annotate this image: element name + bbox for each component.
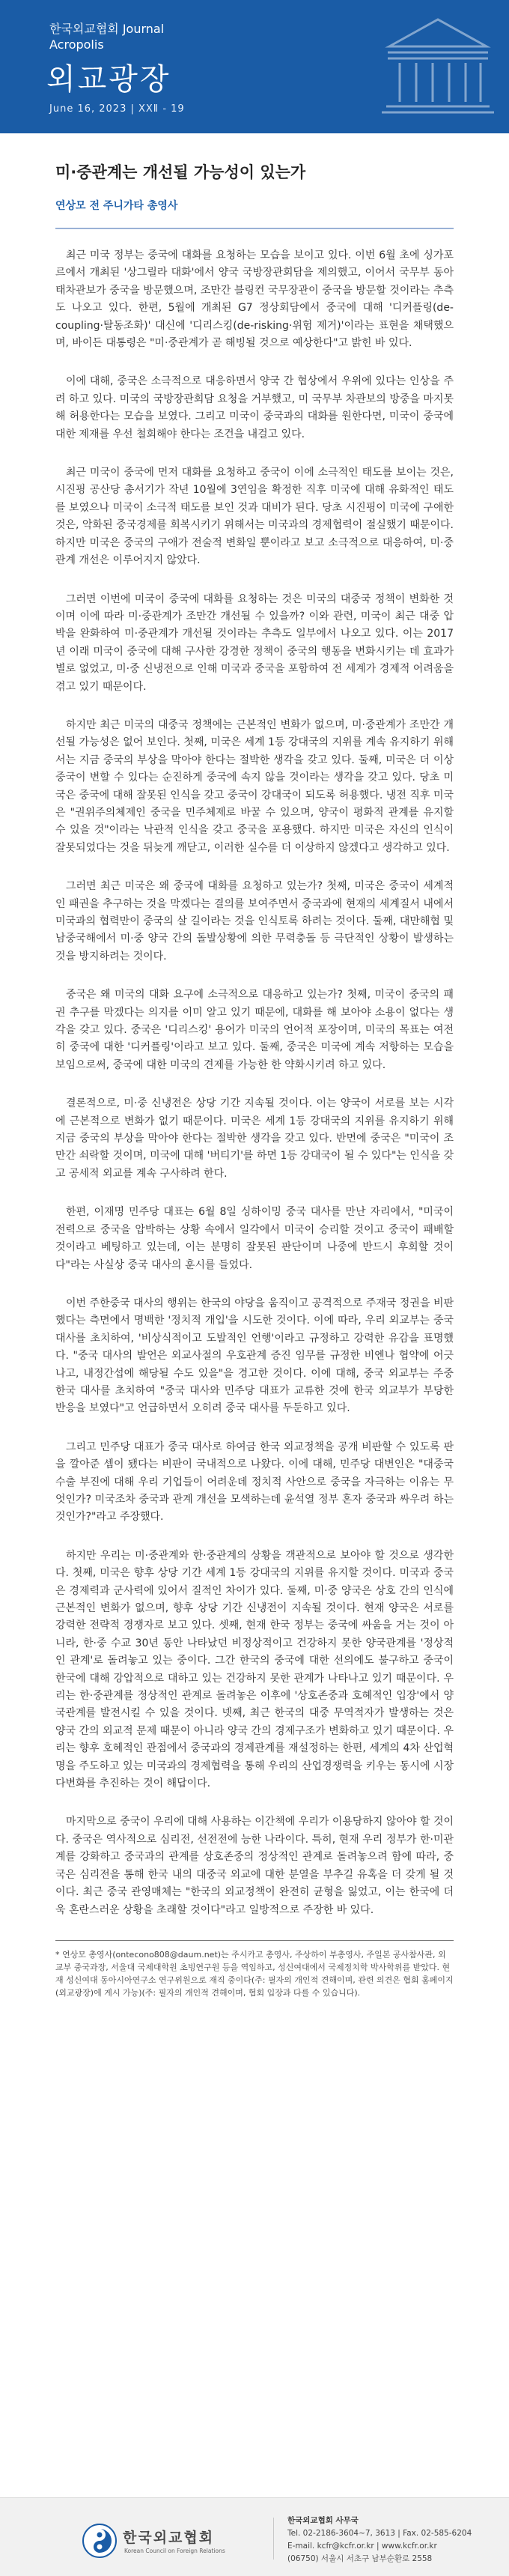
footer-org-name-en: Korean Council on Foreign Relations [124,2548,225,2554]
body-paragraph: 이에 대해, 중국은 소극적으로 대응하면서 양국 간 협상에서 우위에 있다는 인상을 주려 하고 있다. 미국의 국방장관회담 요청을 거부했고, 미 국무부 차관보의 방중을 마지못해 허용한다는 모습을 보였다. 그리고 미국이 중국과의 대화를 원한다면, 미국이 중국에 대한 제재를 우선 철회해야 한다는 조건을 내걸고 있다. [55,375,454,440]
footer-org-name: 한국외교협회 [123,2530,215,2546]
body-paragraph: 최근 미국 정부는 중국에 대화를 요청하는 모습을 보이고 있다. 이번 6월 초에 싱가포르에서 개최된 '상그릴라 대화'에서 양국 국방장관회담을 제의했고, 이어서 국무부 동아태차관보가 중국을 방문했으며, 조만간 블링컨 국무장관이 중국을 방문할 것이라는 추측도 나오고 있다. 한편, 5월에 개최된 G7 정상회담에서 중국에 대해 '디커플링(de-coupling·탈동조화)' 대신에 '디리스킹(de-risking·위험 제거)'이라는 표현을 채택했으며, 바이든 대통령은 "미·중관계가 곧 해빙될 것으로 예상한다"고 밝힌 바 있다. [55,249,454,350]
body-paragraph: 최근 미국이 중국에 먼저 대화를 요청하고 중국이 이에 소극적인 태도를 보이는 것은, 시진핑 공산당 총서기가 작년 10월에 3연임을 확정한 직후 미국에 대해 유화적인 태도를 보였으나 미국이 소극적 태도를 보인 것과 대비가 된다. 당초 시진핑이 미국에 구애한 것은, 악화된 중국경제를 회복시키기 위해서는 미국과의 경제협력이 절실했기 때문이다. 하지만 미국은 중국의 구애가 전술적 변화일 뿐이라고 보고 소극적으로 대응하여, 미·중관계 개선은 이루어지지 않았다. [55,467,454,567]
title-divider [55,228,454,229]
footer-divider [273,2518,274,2560]
article-author: 연상모 전 주니가타 총영사 [55,200,178,212]
issue-date: June 16, 2023 | XXⅡ - 19 [49,103,185,115]
body-paragraph: 그러면 이번에 미국이 중국에 대화를 요청하는 것은 미국의 대중국 정책이 변화한 것이며 이에 따라 미·중관계가 조만간 개선될 수 있을까? 이와 관련, 미국이 최근 대중 압박을 완화하여 미·중관계가 개선될 것이라는 추측도 일부에서 나오고 있다. 이는 2017년 이래 미국이 중국에 대해 구사한 강경한 정책이 중국의 행동을 변화시키는 데 효과가 별로 없었고, 미·중 신냉전으로 인해 미국과 중국을 포함하여 전 세계가 경제적 어려움을 겪고 있기 때문이다. [55,593,454,693]
kcfr-emblem-icon [81,2522,118,2560]
footnote-divider [55,1940,454,1941]
body-paragraph: 결론적으로, 미·중 신냉전은 상당 기간 지속될 것이다. 이는 양국이 서로를 보는 시각에 근본적으로 변화가 없기 때문이다. 미국은 세계 1등 강대국의 지위를 유지하기 위해 지금 중국의 부상을 막아야 한다는 절박한 생각을 갖고 있다. 반면에 중국은 "미국이 조만간 쇠락할 것이며, 미국에 대해 '버티기'를 하면 1등 강대국이 될 수 있다"는 인식을 갖고 공세적 외교를 계속 구사하려 한다. [55,1097,454,1180]
footer-email-web: E-mail. kcfr@kcfr.or.kr | www.kcfr.or.kr [287,2542,437,2551]
body-paragraph: 그리고 민주당 대표가 중국 대사로 하여금 한국 외교정책을 공개 비판할 수 있도록 판을 깔아준 셈이 됐다는 비판이 국내적으로 나왔다. 이에 대해, 민주당 대변인은 "대중국 수출 부진에 대해 우리 기업들이 어려운데 정치적 사안으로 중국을 자극하는 이유는 무엇인가? 미국조차 중국과 관계 개선을 모색하는데 윤석열 정부 혼자 중국과 싸우려 하는 것인가?"라고 주장했다. [55,1440,454,1524]
article [0,133,509,1999]
article-title: 미·중관계는 개선될 가능성이 있는가 [55,163,306,181]
journal-name: Acropolis [49,37,104,52]
footer-office: 한국외교협회 사무국 [287,2516,359,2525]
journal-header [0,0,509,133]
masthead-title: 외교광장 [46,62,171,97]
author-footnote: * 연상모 총영사(ontecono808@daum.net)는 주시카고 총영사, 주상하이 부총영사, 주일본 공사참사관, 외교부 중국과장, 서울대 국제대학원 초빙연구원 등을 역임하고, 성신여대에서 국제정치학 박사학위를 받았다. 현재 성신여대 동아시아연구소 연구위원으로 재직 중이다(주: 필자의 개인적 견해이며, 관련 의견은 협회 홈페이지(외교광장)에 게시 가능)(주: 필자의 개인적 견해이며, 협회 입장과 다를 수 있습니다). [55,1949,454,1998]
footer-contact [287,2515,472,2566]
body-paragraph: 그러면 최근 미국은 왜 중국에 대화를 요청하고 있는가? 첫째, 미국은 중국이 세계적인 패권을 추구하는 것을 막겠다는 결의를 보여주면서 중국과에 현재의 세계질서 내에서 미국과의 협력만이 중국의 살 길이라는 것을 인식토록 하려는 것이다. 둘째, 대만해협 및 남중국해에서 미·중 양국 간의 돌발상황에 의한 무력충돌 등 극단적인 상황이 발생하는 것을 방지하려는 것이다. [55,880,454,963]
body-paragraph: 하지만 우리는 미·중관계와 한·중관계의 상황을 객관적으로 보아야 할 것으로 생각한다. 첫째, 미국은 향후 상당 기간 세계 1등 강대국의 지위를 유지할 것이다. 미국과 중국은 경제력과 군사력에 있어서 질적인 차이가 있다. 둘째, 미·중 양국은 상호 간의 인식에 근본적인 변화가 없으며, 향후 상당 기간 신냉전이 지속될 것이다. 현재 양국은 서로를 강력한 전략적 경쟁자로 보고 있다. 셋째, 현재 한국 정부는 중국에 싸움을 거는 것이 아니라, 한·중 수교 30년 동안 나타났던 비정상적이고 건강하지 못한 양국관계를 '정상적인 관계'로 돌려놓고 있는 중이다. 그간 한국의 중국에 대한 선의에도 불구하고 중국이 한국에 대해 강압적으로 대하고 있는 건강하지 못한 관계가 나타나고 있기 때문이다. 우리는 한·중관계를 정상적인 관계로 돌려놓은 이후에 '상호존중과 호혜적인 입장'에서 양국관계를 발전시킬 수 있을 것이다. 넷째, 최근 한국의 대중 무역적자가 발생하는 것은 양국 간의 외교적 문제 때문이 아니라 양국 간의 경제구조가 변화하고 있기 때문이다. 우리는 향후 호혜적인 관점에서 중국과의 경제관계를 재설정하는 한편, 세계의 4차 산업혁명을 주도하고 있는 미국과의 경제협력을 통해 우리의 산업경쟁력을 키우는 동시에 시장 다변화를 추진하는 것이 해답이다. [55,1549,454,1790]
body-paragraph: 이번 주한중국 대사의 행위는 한국의 야당을 움직이고 공격적으로 주재국 정권을 비판했다는 측면에서 명백한 '정치적 개입'을 시도한 것이다. 이에 따라, 우리 외교부는 중국 대사를 초치하여, '비상식적이고 도발적인 언행'이라고 규정하고 강력한 유감을 표명했다. "중국 대사의 발언은 외교사절의 우호관계 증진 임무를 규정한 비엔나 협약에 어긋나고, 내정간섭에 해당될 수도 있을"을 경고한 것이다. 이에 대해, 중국 외교부는 주중 한국 대사를 초치하여 "중국 대사와 민주당 대표가 교류한 것에 한국 외교부가 부당한 반응을 보였다"고 언급하면서 오히려 중국 대사를 두둔하고 있다. [55,1297,454,1415]
body-paragraph: 한편, 이재명 민주당 대표는 6월 8일 싱하이밍 중국 대사를 만난 자리에서, "미국이 전력으로 중국을 압박하는 상황 속에서 일각에서 미국이 승리할 것이고 중국이 패배할 것이라고 베팅하고 있는데, 이는 분명히 잘못된 판단이며 나중에 반드시 후회할 것이다"라는 사실상 중국 대사의 훈시를 들었다. [55,1206,454,1271]
footer-address: (06750) 서울시 서초구 남부순환로 2558 [287,2554,433,2563]
body-paragraph: 하지만 최근 미국의 대중국 정책에는 근본적인 변화가 없으며, 미·중관계가 조만간 개선될 가능성은 없어 보인다. 첫째, 미국은 세계 1등 강대국의 지위를 계속 유지하기 위해서는 지금 중국의 부상을 막아야 한다는 절박한 생각을 갖고 있다. 둘째, 미국은 더 이상 중국이 변할 수 있다는 순진하게 중국에 속지 않을 것이라는 생각을 갖고 있다. 당초 미국은 중국에 대해 잘못된 인식을 갖고 중국이 강대국이 되도록 허용했다. 냉전 직후 미국은 "권위주의체제인 중국을 민주체제로 바꿀 수 있으며, 양국이 평화적 관계를 유지할 수 있을 것"이라는 낙관적 인식을 갖고 중국을 포용했다. 하지만 미국은 자신의 인식이 잘못되었다는 것을 뒤늦게 깨닫고, 이러한 실수를 더 이상하지 않겠다고 생각하고 있다. [55,718,454,854]
article-body [55,247,454,1919]
footer-phone-fax: Tel. 02-2186-3604~7, 3613 | Fax. 02-585-6204 [287,2529,472,2538]
page-footer [0,2497,509,2576]
journal-publisher [49,21,164,52]
acropolis-temple-icon [382,9,494,121]
publisher-label: 한국외교협회 Journal [49,22,165,36]
body-paragraph: 중국은 왜 미국의 대화 요구에 소극적으로 대응하고 있는가? 첫째, 미국이 중국의 패권 추구를 막겠다는 의지를 이미 알고 있기 때문에, 대화를 해 보아야 소용이 없다는 생각을 갖고 있다. 중국은 '디리스킹' 용어가 미국의 언어적 포장이며, 미국의 목표는 여전히 중국에 대한 '디커플링'이라고 보고 있다. 둘째, 중국은 미국에 계속 저항하는 모습을 보임으로써, 중국에 대한 미국의 견제를 가능한 한 약화시키려 하고 있다. [55,989,454,1071]
body-paragraph: 마지막으로 중국이 우리에 대해 사용하는 이간책에 우리가 이용당하지 않아야 할 것이다. 중국은 역사적으로 심리전, 선전전에 능한 나라이다. 특히, 현재 우리 정부가 한·미관계를 강화하고 중국과의 관계를 상호존중의 정상적인 관계로 돌려놓으려 함에 따라, 중국은 심리전을 통해 한국 내의 대중국 외교에 대한 분열을 부추길 유혹을 더 갖게 될 것이다. 최근 중국 관영매체는 "한국의 외교정책이 완전히 균형을 잃었고, 이는 한국에 더욱 혼란스러운 상황을 초래할 것이다"라고 일방적으로 주장한 바 있다. [55,1816,454,1916]
